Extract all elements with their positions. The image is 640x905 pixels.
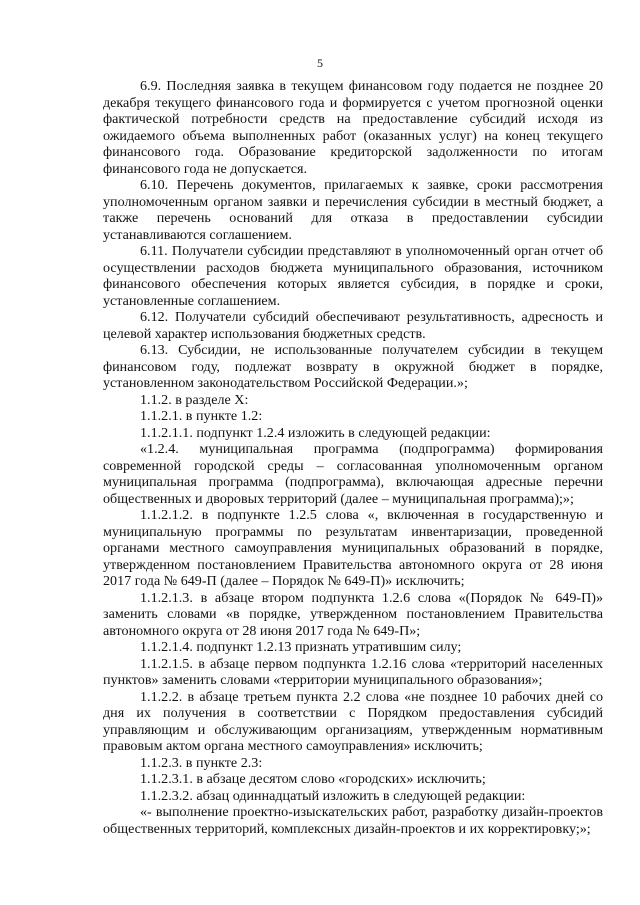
paragraph-1-1-2-1-5: 1.1.2.1.5. в абзаце первом подпункта 1.2.16 слова «территорий населенных пунктов» заменить словами «территории муниципального образования»; <box>103 655 603 688</box>
document-body <box>103 78 603 837</box>
paragraph-6-11: 6.11. Получатели субсидии представляют в уполномоченный орган отчет об осуществлении расходов бюджета муниципального образования, источником финансового обеспечения которых является субсидия, в порядке и сроки, установленные соглашением. <box>103 243 603 309</box>
paragraph-1-1-2-1-3: 1.1.2.1.3. в абзаце втором подпункта 1.2.6 слова «(Порядок № 649-П)» заменить словами «в порядке, утвержденном постановлением Правительства автономного округа от 28 июня 2017 года № 649-П»; <box>103 589 603 639</box>
paragraph-1-1-2-3-2: 1.1.2.3.2. абзац одиннадцатый изложить в следующей редакции: <box>140 787 526 804</box>
paragraph-1-1-2-3-1: 1.1.2.3.1. в абзаце десятом слово «городских» исключить; <box>140 771 486 787</box>
page-number: 5 <box>317 56 323 70</box>
paragraph-1-1-2-1: 1.1.2.1. в пункте 1.2: <box>140 408 263 424</box>
paragraph-1-1-2-1-4: 1.1.2.1.4. подпункт 1.2.13 признать утратившим силу; <box>140 639 462 655</box>
paragraph-1-1-2-1-2: 1.1.2.1.2. в подпункте 1.2.5 слова «, включенная в государственную и муниципальную программы по результатам инвентаризации, проведенной органами местного самоуправления муниципальных образований в порядке, утвержденном постановлением Правительства автономного округа от 28 июня 2017 года № 649-П (далее – Порядок № 649-П)» исключить; <box>103 507 603 589</box>
paragraph-1-1-2-2: 1.1.2.2. в абзаце третьем пункта 2.2 слова «не позднее 10 рабочих дней со дня их получения в соответствии с Порядком предоставления субсидий управляющим и обслуживающим организациям, утвержденным нормативным правовым актом органа местного самоуправления» исключить; <box>103 688 603 754</box>
paragraph-6-10: 6.10. Перечень документов, прилагаемых к заявке, сроки рассмотрения уполномоченным органом заявки и перечисления субсидии в местный бюджет, а также перечень оснований для отказа в предоставлении субсидии устанавливаются соглашением. <box>103 177 603 243</box>
paragraph-quote-1-2-4: «1.2.4. муниципальная программа (подпрограмма) формирования современной городской среды – согласованная уполномоченным органом муниципальная программа (подпрограмма), включающая адресные перечни общественных и дворовых территорий (далее – муниципальная программа);»; <box>103 441 603 507</box>
paragraph-1-1-2-3: 1.1.2.3. в пункте 2.3: <box>140 754 263 771</box>
paragraph-quote-design-projects: «- выполнение проектно-изыскательских работ, разработку дизайн-проектов общественных территорий, комплексных дизайн-проектов и их корректировку;»; <box>103 804 603 837</box>
paragraph-1-1-2-1-1: 1.1.2.1.1. подпункт 1.2.4 изложить в следующей редакции: <box>140 424 491 441</box>
paragraph-1-1-2: 1.1.2. в разделе X: <box>140 391 249 408</box>
paragraph-6-12: 6.12. Получатели субсидий обеспечивают результативность, адресность и целевой характер использования бюджетных средств. <box>103 309 603 342</box>
paragraph-6-9: 6.9. Последняя заявка в текущем финансовом году подается не позднее 20 декабря текущего финансового года и формируется с учетом прогнозной оценки фактической потребности средств на предоставление субсидий исходя из ожидаемого объема выполненных работ (оказанных услуг) на конец текущего финансового года. Образование кредиторской задолженности по итогам финансового года не допускается. <box>103 78 603 177</box>
paragraph-6-13: 6.13. Субсидии, не использованные получателем субсидии в текущем финансовом году, подлежат возврату в окружной бюджет в порядке, установленном законодательством Российской Федерации.»; <box>103 342 603 391</box>
